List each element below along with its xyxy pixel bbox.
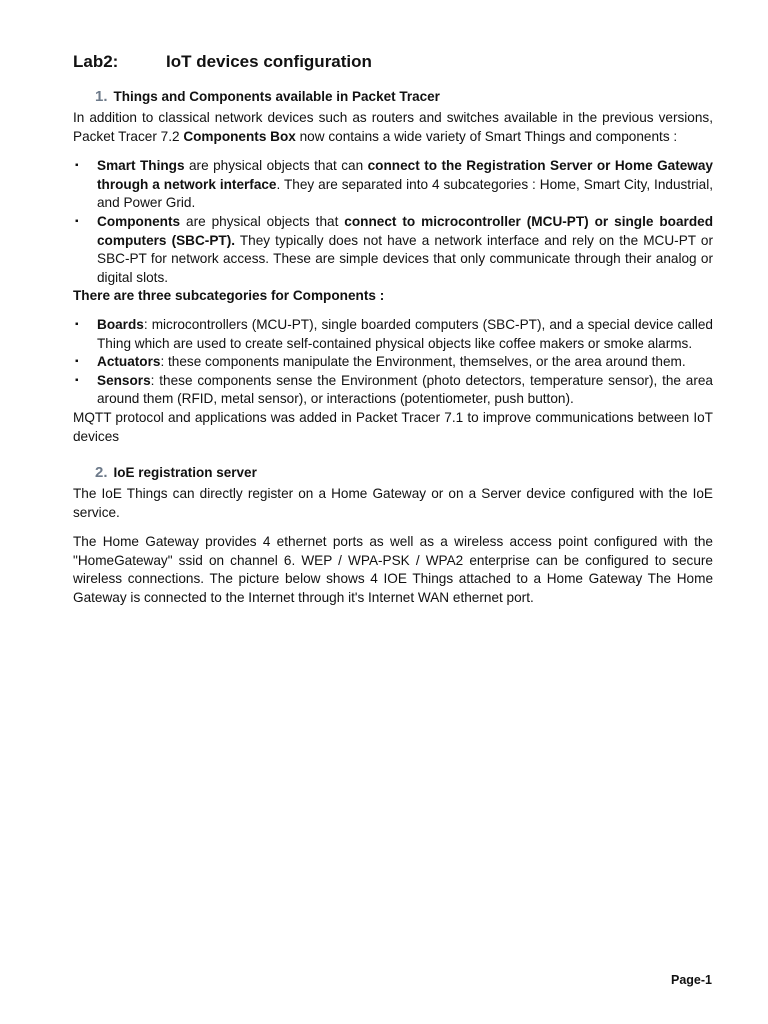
intro-bold: Components Box bbox=[183, 128, 296, 144]
document-title bbox=[73, 52, 713, 72]
list-item-actuators bbox=[73, 353, 713, 372]
bullet-icon: ▪ bbox=[75, 215, 79, 227]
text: are physical objects that can bbox=[184, 158, 368, 174]
list-item-boards bbox=[73, 316, 713, 353]
section-2-paragraph-2: The Home Gateway provides 4 ethernet ports as well as a wireless access point configured with the "HomeGateway" ssid on channel 6. WEP / WPA-PSK / WPA2 enterprise can be configured to secure wireless connections. The picture below shows 4 IOE Things attached to a Home Gateway The Home Gateway is connected to the Internet through it's Internet WAN ethernet port. bbox=[73, 534, 713, 606]
list-item-sensors bbox=[73, 372, 713, 409]
intro-text-2: now contains a wide variety of Smart Things and components : bbox=[295, 128, 678, 144]
mqtt-paragraph: MQTT protocol and applications was added in Packet Tracer 7.1 to improve communications between IoT devices bbox=[73, 409, 713, 444]
term: Sensors bbox=[97, 372, 151, 388]
section-1-number: 1. bbox=[95, 88, 108, 105]
text: are physical objects that bbox=[180, 213, 345, 229]
list-item-smart-things bbox=[73, 157, 713, 213]
section-2-number: 2. bbox=[95, 464, 108, 482]
term: Boards bbox=[97, 316, 144, 332]
bullet-icon: ▪ bbox=[75, 318, 79, 330]
text: . They are separated into 4 subcategories : Home, Smart City, Industrial, and Power Grid. bbox=[97, 176, 713, 211]
things-list bbox=[73, 157, 713, 287]
lab-label: Lab2: bbox=[73, 52, 119, 71]
bullet-icon: ▪ bbox=[75, 160, 79, 172]
section-2-heading bbox=[95, 464, 713, 481]
intro-text-1: In addition to classical network devices such as routers and switches available in the previous versions, Packet Tracer 7.2 bbox=[73, 110, 713, 144]
document-page bbox=[73, 52, 713, 608]
section-2-paragraph-1: The IoE Things can directly register on a Home Gateway or on a Server device configured with the IoE service. bbox=[73, 486, 713, 520]
term: Actuators bbox=[97, 354, 161, 370]
emphasis: connect to the Registration Server or Home Gateway through a network interface bbox=[97, 158, 713, 192]
page-number: Page-1 bbox=[671, 973, 712, 987]
list-item-components bbox=[73, 213, 713, 287]
text: They typically does not have a network interface and rely on the MCU-PT or SBC-PT for network access. These are simple devices that only communicate through their analog or digital slots. bbox=[97, 232, 713, 285]
bullet-icon: ▪ bbox=[75, 374, 79, 386]
text: : these components sense the Environment (photo detectors, temperature sensor), the area around them (RFID, metal sensor), or interactions (potentiometer, push button). bbox=[97, 372, 713, 407]
text: : microcontrollers (MCU-PT), single boarded computers (SBC-PT), and a special device called Thing which are used to create self-contained physical objects like coffee makers or smoke alarms. bbox=[97, 316, 713, 351]
components-list bbox=[73, 316, 713, 409]
emphasis: connect to microcontroller (MCU-PT) or single boarded computers (SBC-PT). bbox=[97, 213, 714, 248]
text: : these components manipulate the Environment, themselves, or the area around them. bbox=[160, 354, 686, 370]
title-text: IoT devices configuration bbox=[166, 52, 372, 71]
section-1-intro bbox=[73, 109, 713, 146]
components-subheading: There are three subcategories for Components : bbox=[73, 288, 385, 304]
section-1-heading bbox=[95, 88, 713, 105]
term: Components bbox=[97, 213, 181, 229]
bullet-icon: ▪ bbox=[75, 356, 79, 368]
term: Smart Things bbox=[97, 158, 185, 174]
section-1-title: Things and Components available in Packet Tracer bbox=[113, 89, 440, 104]
section-2-title: IoE registration server bbox=[113, 465, 257, 481]
